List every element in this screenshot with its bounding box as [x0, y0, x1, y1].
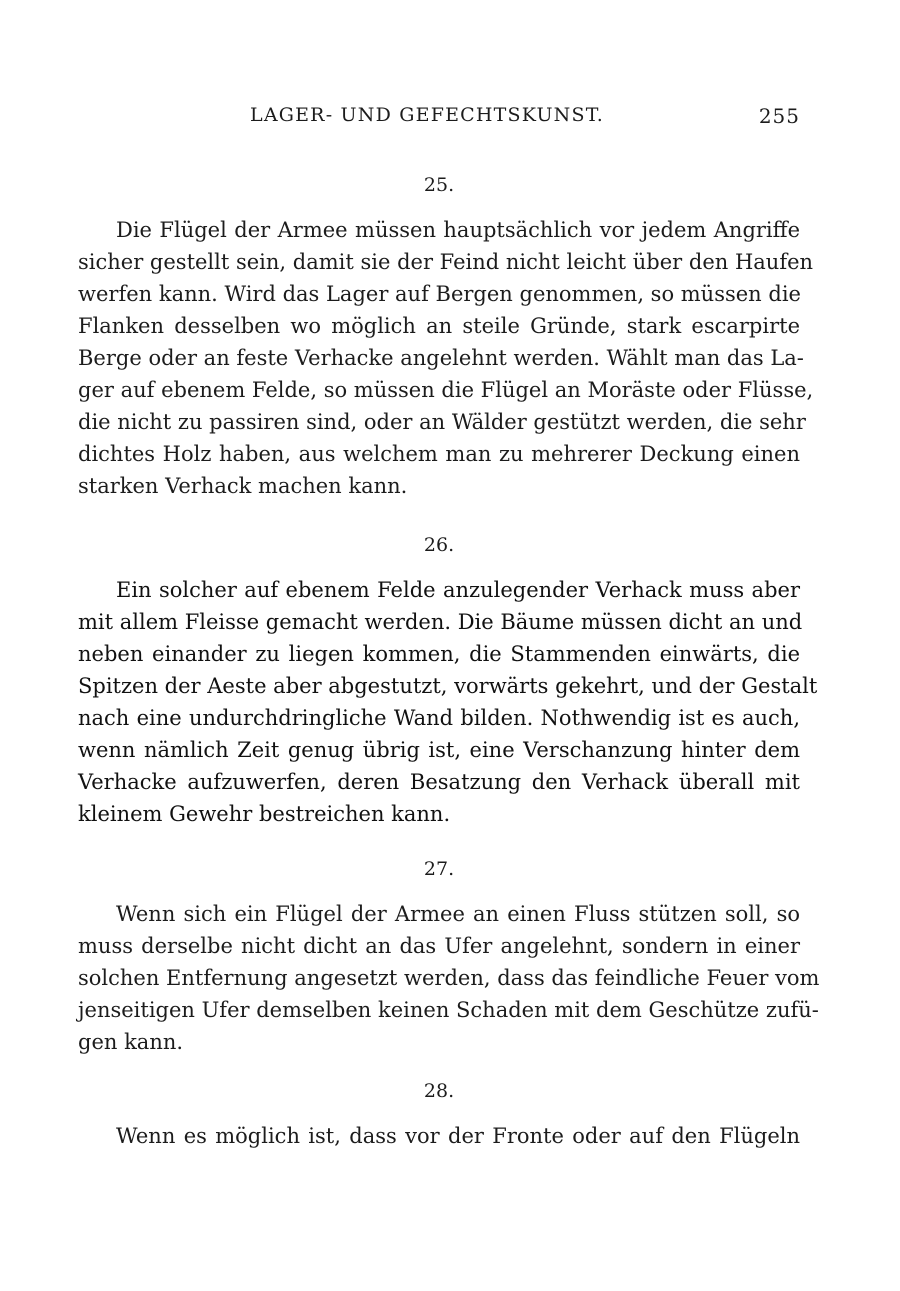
text-line: Wenn es möglich ist, dass vor der Fronte oder auf den Flügeln [116, 1124, 800, 1148]
text-line: sicher gestellt sein, damit sie der Feind nicht leicht über den Haufen [78, 250, 814, 274]
text-line: starken Verhack machen kann. [78, 474, 408, 498]
section-28 [78, 1080, 800, 1152]
text-line: die nicht zu passiren sind, oder an Wälder gestützt werden, die sehr [78, 410, 806, 434]
section-27 [78, 858, 820, 1058]
section-number: 27. [423, 858, 455, 880]
text-line: werfen kann. Wird das Lager auf Bergen genommen, so müssen die [78, 282, 801, 306]
paragraph [78, 898, 820, 1058]
paragraph [78, 1120, 800, 1152]
section-25 [78, 174, 814, 502]
text-line: Berge oder an feste Verhacke angelehnt werden. Wählt man das La- [78, 346, 804, 370]
text-line: neben einander zu liegen kommen, die Stammenden einwärts, die [78, 642, 800, 666]
text-line: Ein solcher auf ebenem Felde anzulegender Verhack muss aber [116, 578, 800, 602]
text-line: Spitzen der Aeste aber abgestutzt, vorwärts gekehrt, und der Gestalt [78, 674, 818, 698]
text-line: nach eine undurchdringliche Wand bilden. Nothwendig ist es auch, [78, 706, 800, 730]
section-number: 25. [423, 174, 455, 196]
text-line: Die Flügel der Armee müssen hauptsächlich vor jedem Angriffe [116, 218, 800, 242]
text-line: Verhacke aufzuwerfen, deren Besatzung den Verhack überall mit [78, 770, 800, 794]
paragraph [78, 214, 814, 502]
text-line: gen kann. [78, 1030, 184, 1054]
text-line: ger auf ebenem Felde, so müssen die Flügel an Moräste oder Flüsse, [78, 378, 814, 402]
text-line: wenn nämlich Zeit genug übrig ist, eine Verschanzung hinter dem [78, 738, 800, 762]
section-26 [78, 534, 818, 830]
text-line: kleinem Gewehr bestreichen kann. [78, 802, 451, 826]
text-line: dichtes Holz haben, aus welchem man zu mehrerer Deckung einen [78, 442, 800, 466]
running-title: LAGER- UND GEFECHTSKUNST. [250, 104, 605, 126]
text-line: muss derselbe nicht dicht an das Ufer angelehnt, sondern in einer [78, 934, 800, 958]
section-number: 28. [423, 1080, 455, 1102]
text-line: solchen Entfernung angesetzt werden, dass das feindliche Feuer vom [78, 966, 820, 990]
text-line: Flanken desselben wo möglich an steile Gründe, stark escarpirte [78, 314, 800, 338]
text-line: Wenn sich ein Flügel der Armee an einen Fluss stützen soll, so [116, 902, 800, 926]
text-line: mit allem Fleisse gemacht werden. Die Bäume müssen dicht an und [78, 610, 803, 634]
paragraph [78, 574, 818, 830]
section-number: 26. [423, 534, 455, 556]
text-line: jenseitigen Ufer demselben keinen Schaden mit dem Geschütze zufü- [78, 998, 819, 1022]
page-number: 255 [758, 104, 800, 128]
